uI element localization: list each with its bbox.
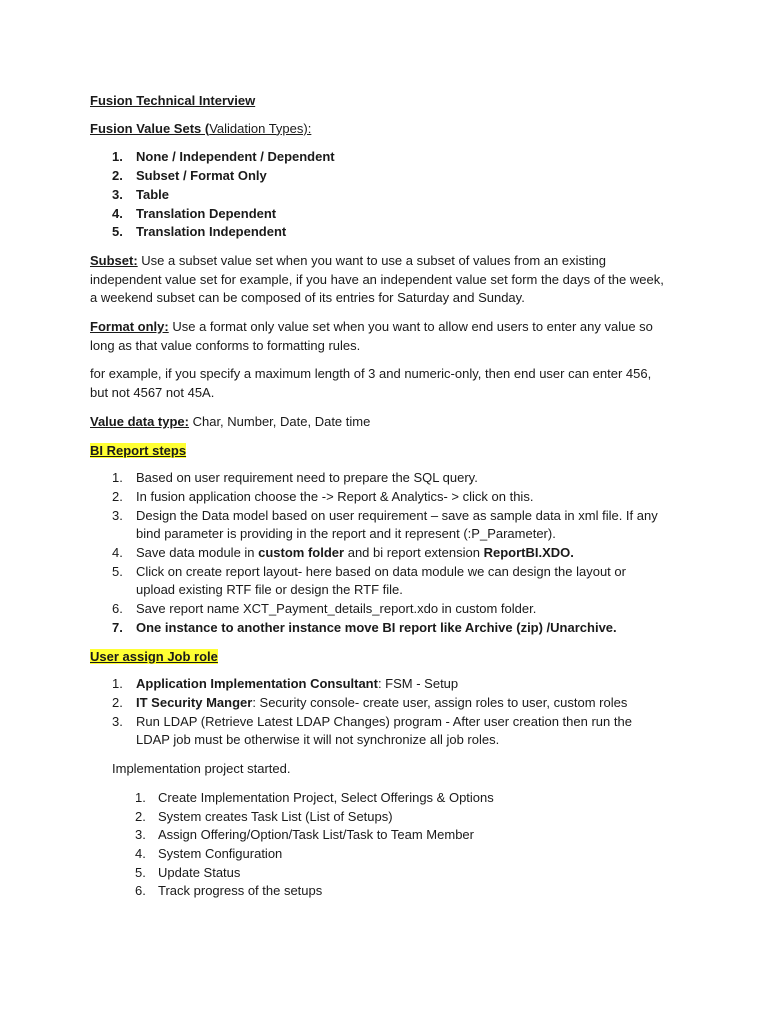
document-title: Fusion Technical Interview	[90, 93, 256, 108]
list-item: 4. Save data module in custom folder and bi report extension ReportBI.XDO.	[112, 545, 574, 561]
list-item: 1. Application Implementation Consultant: FSM - Setup	[112, 676, 459, 692]
subset-paragraph	[90, 252, 668, 308]
list-item: 4. Translation Dependent	[112, 205, 277, 221]
list-item: 2. Subset / Format Only	[112, 168, 267, 184]
list-item: 2. System creates Task List (List of Setups)	[135, 808, 393, 824]
value-data-type-text: Char, Number, Date, Date time	[188, 413, 371, 429]
validation-types-list	[90, 148, 668, 242]
implementation-steps-list	[90, 789, 668, 901]
format-only-paragraph	[90, 318, 668, 355]
list-item: 3. Run LDAP (Retrieve Latest LDAP Changes) program - After user creation then run the LDAP job must be otherwise it will not synchronize all job roles.	[112, 713, 632, 748]
value-sets-heading	[90, 120, 668, 139]
list-item: 7. One instance to another instance move BI report like Archive (zip) /Unarchive.	[112, 619, 617, 635]
bi-report-steps-list	[90, 469, 668, 637]
format-only-label: Format only:	[90, 319, 169, 335]
list-item: 5. Click on create report layout- here based on data module we can design the layout or upload existing RTF file or design the RTF file.	[112, 563, 626, 598]
list-item: 5. Update Status	[135, 864, 241, 880]
value-data-type-paragraph	[90, 413, 668, 432]
example-paragraph: for example, if you specify a maximum length of 3 and numeric-only, then end user can enter 456, but not 4567 not 45A.	[90, 366, 652, 401]
list-item: 5. Translation Independent	[112, 224, 287, 240]
format-only-text: Use a format only value set when you want to allow end users to enter any value so long as that value conforms to formatting rules.	[90, 319, 653, 353]
list-item: 4. System Configuration	[135, 845, 283, 861]
list-item: 1. Based on user requirement need to prepare the SQL query.	[112, 470, 478, 486]
list-item: 3. Design the Data model based on user requirement – save as sample data in xml file. If any bind parameter is providing in the report and it represent (:P_Parameter).	[112, 507, 658, 542]
value-data-type-label: Value data type:	[90, 413, 189, 429]
list-item: 3. Table	[112, 186, 169, 202]
list-item: 2. IT Security Manger: Security console- create user, assign roles to user, custom roles	[112, 694, 628, 710]
job-role-heading: User assign Job role	[90, 648, 218, 664]
list-item: 3. Assign Offering/Option/Task List/Task to Team Member	[135, 827, 474, 843]
list-item: 1. Create Implementation Project, Select Offerings & Options	[135, 789, 494, 805]
implementation-intro: Implementation project started.	[112, 761, 291, 777]
bi-report-heading: BI Report steps	[90, 442, 187, 458]
subset-text: Use a subset value set when you want to use a subset of values from an existing independent value set for example, if you have an independent value set form the days of the week, a weekend subset can be composed of its entries for Saturday and Sunday.	[90, 252, 664, 306]
list-item: 6. Save report name XCT_Payment_details_report.xdo in custom folder.	[112, 601, 537, 617]
list-item: 2. In fusion application choose the -> Report & Analytics- > click on this.	[112, 488, 534, 504]
value-sets-heading-bold: Fusion Value Sets (	[90, 120, 210, 136]
list-item: 6. Track progress of the setups	[135, 883, 323, 899]
job-role-steps-list	[90, 675, 668, 750]
value-sets-heading-rest: Validation Types):	[209, 120, 312, 136]
list-item: 1. None / Independent / Dependent	[112, 149, 335, 165]
subset-label: Subset:	[90, 252, 138, 268]
